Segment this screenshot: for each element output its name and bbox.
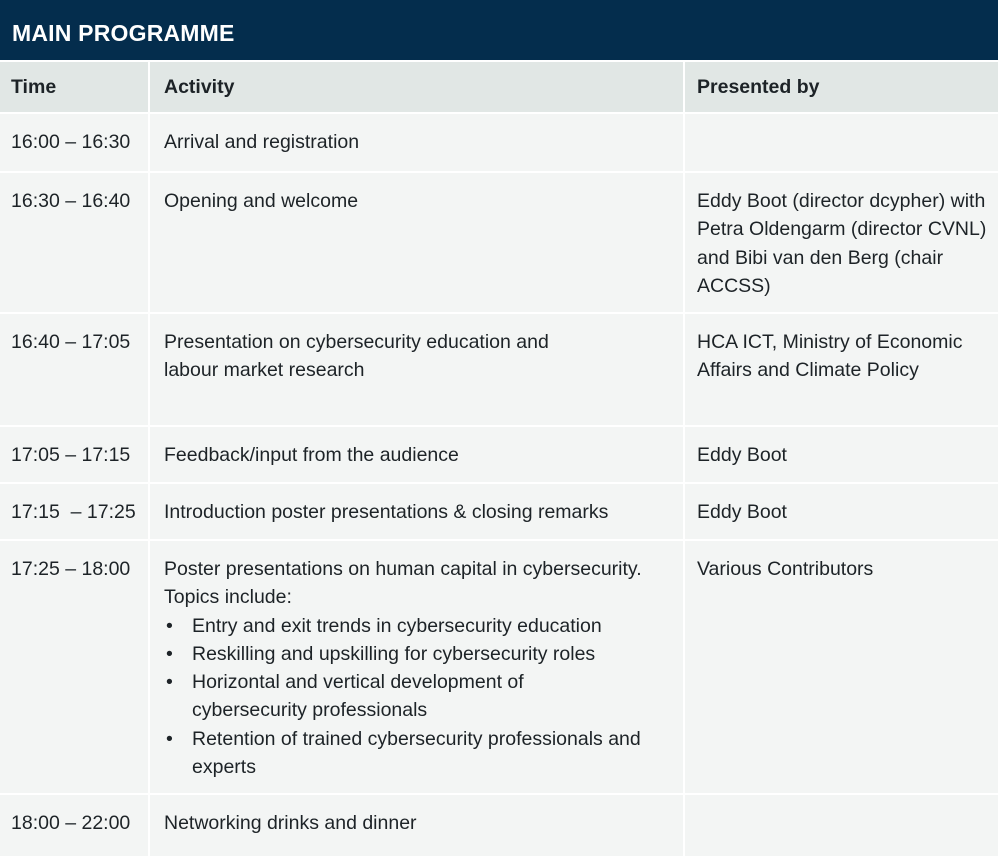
table-header <box>0 62 998 112</box>
topic-item: • Retention of trained cybersecurity professionals and experts <box>164 725 643 782</box>
row-presenter <box>685 114 998 171</box>
row-time: 17:05 – 17:15 <box>0 427 148 482</box>
row-presenter: Eddy Boot <box>685 427 998 482</box>
header-activity: Activity <box>150 62 683 112</box>
row-time: 17:25 – 18:00 <box>0 541 148 793</box>
header-presenter: Presented by <box>685 62 998 112</box>
row-presenter: Eddy Boot (director dcypher) with Petra Oldengarm (director CVNL) and Bibi van den Berg (chair ACCSS) <box>685 173 998 312</box>
row-presenter: Various Contributors <box>685 541 998 793</box>
row-time: 16:30 – 16:40 <box>0 173 148 312</box>
topic-item: • Reskilling and upskilling for cybersecurity roles <box>164 640 643 668</box>
page-title: MAIN PROGRAMME <box>0 0 998 62</box>
topic-list <box>164 612 643 782</box>
row-activity: Presentation on cybersecurity education and labour market research <box>150 314 683 425</box>
row-time: 16:00 – 16:30 <box>0 114 148 171</box>
row-presenter <box>685 795 998 856</box>
row-time: 16:40 – 17:05 <box>0 314 148 425</box>
row-activity: Feedback/input from the audience <box>150 427 683 482</box>
header-time: Time <box>0 62 148 112</box>
programme-table <box>0 114 998 856</box>
row-time: 18:00 – 22:00 <box>0 795 148 856</box>
row-activity: Arrival and registration <box>150 114 683 171</box>
topic-item: • Horizontal and vertical development of cybersecurity professionals <box>164 668 643 725</box>
row-activity <box>150 541 683 793</box>
row-activity: Opening and welcome <box>150 173 683 312</box>
row-activity: Introduction poster presentations & closing remarks <box>150 484 683 539</box>
row-time: 17:15 – 17:25 <box>0 484 148 539</box>
row-activity: Networking drinks and dinner <box>150 795 683 856</box>
topic-item: • Entry and exit trends in cybersecurity education <box>164 612 643 640</box>
row-presenter: HCA ICT, Ministry of Economic Affairs and Climate Policy <box>685 314 998 425</box>
activity-intro: Poster presentations on human capital in cybersecurity. Topics include: <box>164 558 642 609</box>
row-presenter: Eddy Boot <box>685 484 998 539</box>
